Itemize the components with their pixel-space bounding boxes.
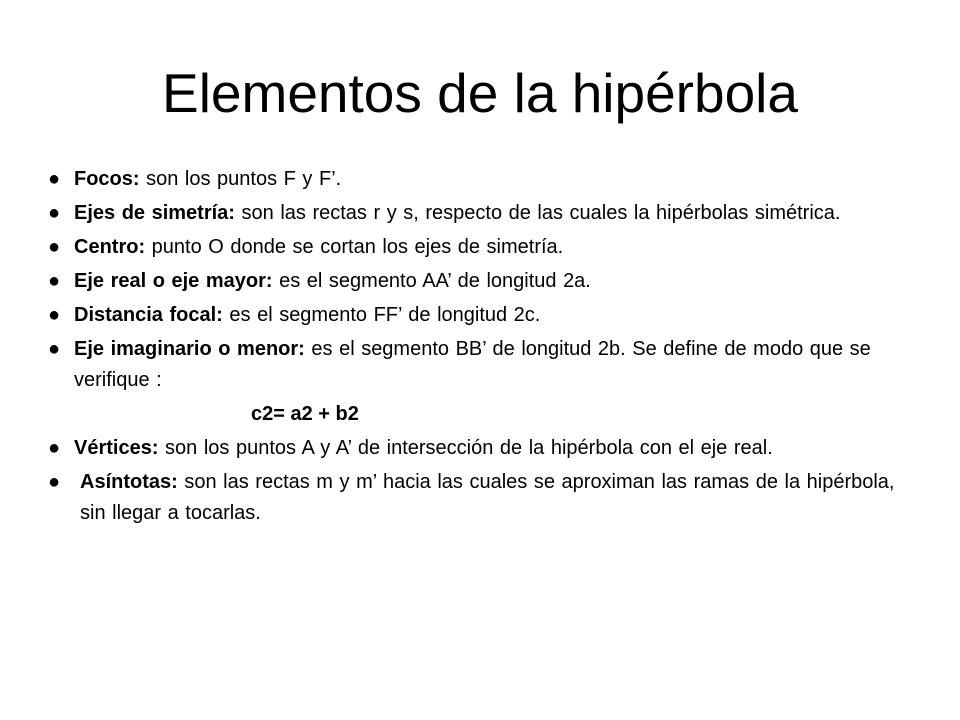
term-label: Centro: (74, 236, 146, 258)
list-item-eje-imaginario (48, 334, 908, 396)
term-label: Asíntotas: (80, 471, 178, 493)
bullet-icon: ● (48, 168, 61, 190)
list-item-distancia-focal (48, 300, 908, 331)
bullet-icon: ● (48, 437, 61, 459)
list-item-asintotas (48, 467, 908, 529)
list-item-eje-real (48, 266, 908, 297)
definition-text: son las rectas r y s, respecto de las cuales la hipérbolas simétrica. (234, 202, 841, 224)
bullet-icon: ● (48, 338, 61, 360)
list-item-ejes-simetria (48, 198, 908, 229)
bullet-icon: ● (48, 236, 61, 258)
bullet-icon: ● (48, 304, 61, 326)
definitions-list (48, 164, 908, 532)
definition-text: son los puntos F y F’. (139, 168, 342, 190)
term-label: Eje imaginario o menor: (74, 338, 305, 360)
bullet-icon: ● (48, 471, 61, 493)
bullet-icon: ● (48, 202, 61, 224)
formula: c2= a2 + b2 (251, 403, 359, 425)
term-label: Eje real o eje mayor: (74, 270, 273, 292)
definition-text: son las rectas m y m’ hacia las cuales se aproximan las ramas de la hipérbola, sin llegar a tocarlas. (80, 471, 895, 524)
definition-text: es el segmento FF’ de longitud 2c. (222, 304, 541, 326)
list-item-focos (48, 164, 908, 195)
definition-text: es el segmento BB’ de longitud 2b. Se define de modo que se verifique : (74, 338, 871, 391)
definition-text: punto O donde se cortan los ejes de simetría. (145, 236, 564, 258)
bullet-icon: ● (48, 270, 61, 292)
slide-title: Elementos de la hipérbola (162, 62, 798, 124)
list-item-vertices (48, 433, 908, 464)
term-label: Distancia focal: (74, 304, 223, 326)
term-label: Ejes de simetría: (74, 202, 235, 224)
term-label: Vértices: (74, 437, 159, 459)
definition-text: son los puntos A y A’ de intersección de la hipérbola con el eje real. (158, 437, 773, 459)
term-label: Focos: (74, 168, 140, 190)
definition-text: es el segmento AA’ de longitud 2a. (272, 270, 591, 292)
list-item-centro (48, 232, 908, 263)
